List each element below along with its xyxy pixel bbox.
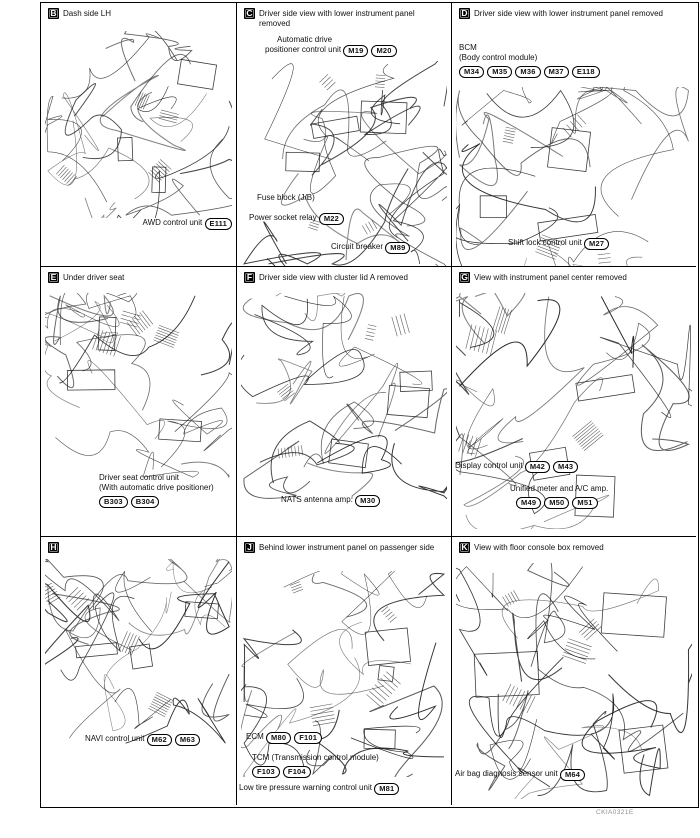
- panel-header: [452, 537, 696, 553]
- schematic-drawing: [241, 61, 447, 267]
- callout-text: NATS antenna amp.: [281, 495, 353, 504]
- panel-letter-badge: K: [459, 542, 470, 553]
- connector-badge: M27: [584, 238, 609, 250]
- panel-header: [452, 267, 696, 283]
- connector-badge: M51: [572, 497, 597, 509]
- callout-label: [510, 484, 608, 509]
- panel-title: Behind lower instrument panel on passenger side: [259, 543, 435, 552]
- callout-label: [257, 193, 315, 203]
- panel-letter-badge: B: [48, 8, 59, 19]
- panel-header: [237, 537, 451, 553]
- connector-badge: M62: [147, 734, 172, 746]
- connector-badge: M89: [385, 242, 410, 254]
- panel-e: [41, 267, 237, 537]
- callout-text: (Body control module): [459, 53, 538, 63]
- callout-text: TCM (Transmission control module): [252, 753, 379, 762]
- connector-badge: M30: [355, 495, 380, 507]
- schematic-drawing: [45, 559, 232, 746]
- callout-label: [249, 213, 344, 225]
- panel-title: Dash side LH: [63, 9, 112, 18]
- connector-badge: F104: [283, 766, 311, 778]
- panel-j: [237, 537, 452, 805]
- panel-letter-badge: D: [459, 8, 470, 19]
- callout-label: [246, 732, 322, 744]
- panel-header: [41, 537, 236, 553]
- panel-letter-badge: H: [48, 542, 59, 553]
- connector-badge: F103: [252, 766, 280, 778]
- callout-text: Fuse block (J/B): [257, 193, 315, 202]
- panel-letter-badge: C: [244, 8, 255, 19]
- callout-text: Shift lock control unit: [508, 238, 582, 247]
- callout-label: [265, 35, 397, 57]
- panel-letter-badge: J: [244, 542, 255, 553]
- panel-k: [452, 537, 696, 805]
- connector-badge: M36: [515, 66, 540, 78]
- callout-label: [459, 43, 600, 78]
- callout-text: Low tire pressure warning control unit: [239, 783, 372, 792]
- connector-badge: E118: [572, 66, 600, 78]
- callout-label: [99, 473, 214, 508]
- schematic-drawing: [241, 293, 447, 499]
- callout-text: Power socket relay: [249, 213, 317, 222]
- panel-header: [41, 3, 236, 19]
- callout-text: BCM: [459, 43, 477, 52]
- connector-badge: M63: [175, 734, 200, 746]
- connector-badge: M80: [266, 732, 291, 744]
- panel-letter-badge: F: [244, 272, 255, 283]
- panel-h: [41, 537, 237, 805]
- connector-badge: M50: [544, 497, 569, 509]
- callout-text: Display control unit: [455, 461, 523, 470]
- connector-badge: M49: [516, 497, 541, 509]
- callout-text: Driver seat control unit: [99, 473, 180, 482]
- panel-title: Driver side view with lower instrument panel removed: [474, 9, 663, 18]
- connector-badge: M19: [343, 45, 368, 57]
- panel-title: View with floor console box removed: [474, 543, 604, 552]
- panel-title: View with instrument panel center removed: [474, 273, 627, 282]
- panel-d: [452, 3, 696, 267]
- callout-text: NAVI control unit: [85, 734, 145, 743]
- callout-label: [239, 783, 399, 795]
- panel-title: Driver side view with cluster lid A removed: [259, 273, 408, 282]
- callout-label: [281, 495, 380, 507]
- callout-text: Air bag diagnosis sensor unit: [455, 769, 558, 778]
- panel-header: [237, 3, 451, 30]
- callout-text: Unified meter and A/C amp.: [510, 484, 609, 493]
- panel-header: [41, 267, 236, 283]
- callout-label: [85, 734, 200, 746]
- callout-label: [508, 238, 609, 250]
- connector-badge: M35: [487, 66, 512, 78]
- callout-text: ECM: [246, 732, 264, 741]
- connector-badge: F101: [294, 732, 322, 744]
- callout-text: positioner control unit: [265, 45, 342, 55]
- panel-header: [237, 267, 451, 283]
- panel-c: [237, 3, 452, 267]
- diagram-sheet: [40, 2, 699, 808]
- callout-label: [331, 242, 410, 254]
- connector-badge: B304: [131, 496, 160, 508]
- connector-badge: M81: [374, 783, 399, 795]
- schematic-drawing: [241, 571, 447, 777]
- panel-letter-badge: E: [48, 272, 59, 283]
- connector-badge: M20: [371, 45, 396, 57]
- panel-header: [452, 3, 696, 19]
- connector-badge: M43: [553, 461, 578, 473]
- callout-text: AWD control unit: [142, 218, 203, 227]
- schematic-drawing: [45, 31, 232, 218]
- panel-b: [41, 3, 237, 267]
- panel-letter-badge: G: [459, 272, 470, 283]
- connector-badge: B303: [99, 496, 128, 508]
- callout-label: [143, 218, 232, 230]
- callout-label: [455, 769, 585, 781]
- callout-label: [455, 461, 578, 473]
- callout-label: [252, 753, 379, 778]
- panel-title: Driver side view with lower instrument panel removed: [259, 9, 415, 29]
- connector-badge: M37: [544, 66, 569, 78]
- callout-text: Automatic drive: [277, 35, 333, 44]
- callout-text: Circuit breaker: [331, 242, 384, 251]
- schematic-drawing: [45, 293, 232, 480]
- panel-f: [237, 267, 452, 537]
- panel-g: [452, 267, 696, 537]
- connector-badge: M34: [459, 66, 484, 78]
- connector-badge: M42: [525, 461, 550, 473]
- connector-badge: M22: [319, 213, 344, 225]
- callout-text: (With automatic drive positioner): [99, 483, 214, 493]
- connector-badge: E111: [205, 218, 233, 230]
- figure-code: CKIA0321E: [596, 809, 634, 816]
- schematic-drawing: [456, 563, 692, 799]
- panel-title: Under driver seat: [63, 273, 125, 282]
- connector-badge: M64: [560, 769, 585, 781]
